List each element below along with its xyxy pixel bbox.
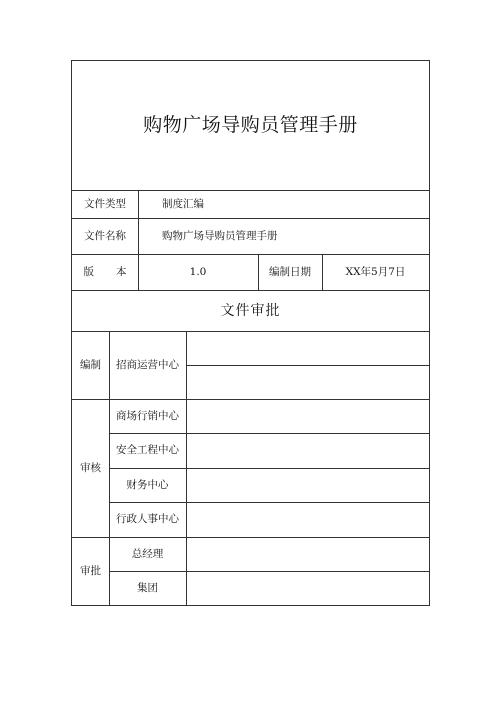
rule-name-bottom xyxy=(72,254,429,255)
version-value: 1.0 xyxy=(189,265,207,278)
group-label-compile: 编制 xyxy=(80,358,101,371)
approval-heading: 文件审批 xyxy=(220,302,281,319)
rule-title-bottom xyxy=(72,190,429,191)
rule-group-col xyxy=(109,331,110,605)
dept-general-manager: 总经理 xyxy=(131,547,164,560)
rule-heading-bottom xyxy=(72,331,429,332)
rule-compile-split xyxy=(186,365,429,366)
version-label xyxy=(72,254,138,290)
rule-compile-bottom xyxy=(72,399,429,400)
rule-version-col-2 xyxy=(258,254,259,290)
dept-hr-admin: 行政人事中心 xyxy=(116,513,179,526)
dept-merchant-ops: 招商运营中心 xyxy=(116,358,179,371)
rule-review-bottom xyxy=(72,537,429,538)
file-type-value: 制度汇编 xyxy=(162,197,204,210)
group-label-review: 审核 xyxy=(80,461,101,474)
dept-marketing: 商场行销中心 xyxy=(116,409,179,422)
file-type-label: 文件类型 xyxy=(84,197,126,210)
rule-review-3 xyxy=(109,502,429,503)
file-name-label: 文件名称 xyxy=(84,229,126,242)
version-label-part-1: 版 xyxy=(83,265,94,278)
rule-version-bottom xyxy=(72,290,429,291)
rule-approve-1 xyxy=(109,571,429,572)
rule-version-col-3 xyxy=(322,254,323,290)
file-name-value: 购物广场导购员管理手册 xyxy=(162,229,278,242)
document-title: 购物广场导购员管理手册 xyxy=(143,114,358,136)
date-value: XX年5月7日 xyxy=(345,265,406,278)
group-label-approve: 审批 xyxy=(80,564,101,577)
dept-finance: 财务中心 xyxy=(126,478,169,491)
date-label: 编制日期 xyxy=(269,265,311,278)
rule-type-bottom xyxy=(72,218,429,219)
rule-review-2 xyxy=(109,468,429,469)
rule-info-col xyxy=(138,190,139,290)
rule-dept-col xyxy=(186,331,187,605)
version-label-part-2: 本 xyxy=(116,265,127,278)
dept-group: 集团 xyxy=(137,581,158,594)
dept-safety-engineering: 安全工程中心 xyxy=(116,444,179,457)
rule-review-1 xyxy=(109,433,429,434)
document-form xyxy=(71,60,430,606)
